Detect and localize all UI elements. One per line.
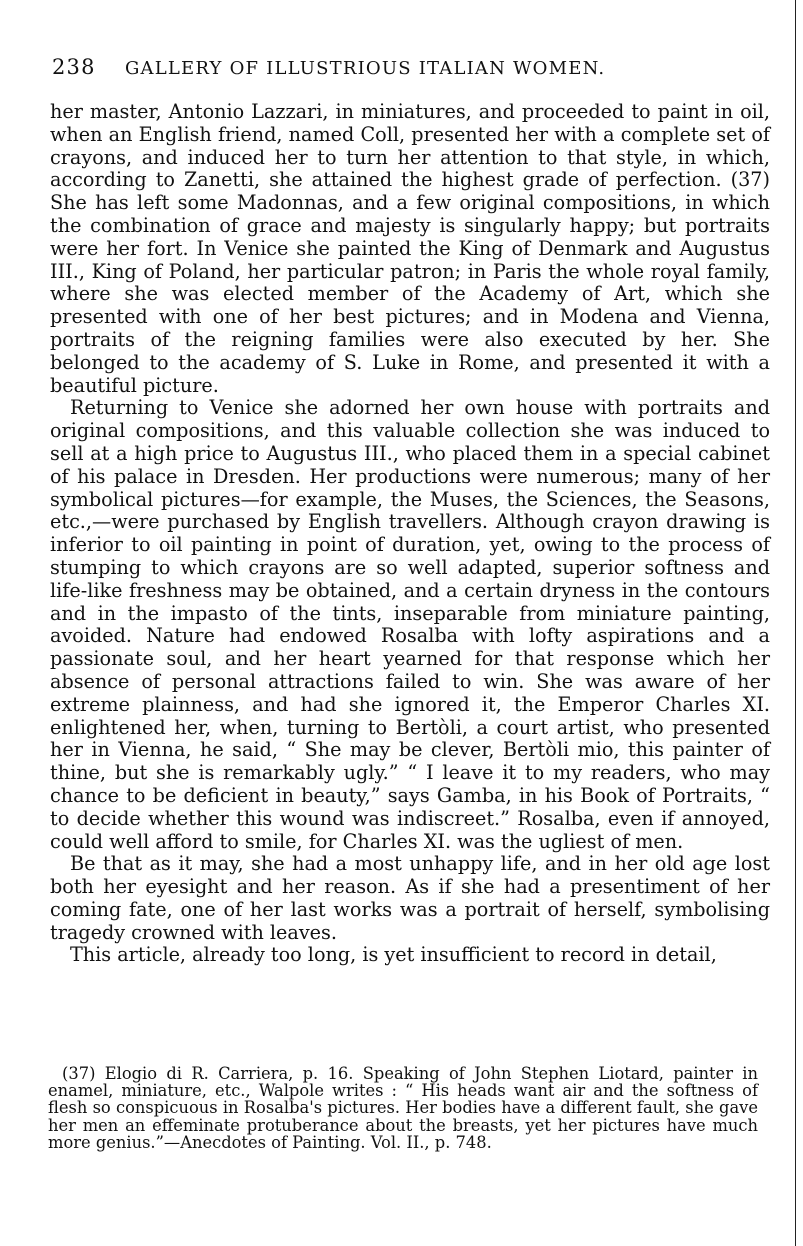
running-title: GALLERY OF ILLUSTRIOUS ITALIAN WOMEN.	[124, 58, 606, 79]
paragraph: her master, Antonio Lazzari, in miniatures, and proceeded to paint in oil, when an English friend, named Coll, presented her with a complete set of crayons, and induced her to turn her attention to that style, in which, according to Zanetti, she attained the highest grade of perfection. (37) She has left some Madonnas, and a few original compositions, in which the combination of grace and majesty is singularly happy; but portraits were her fort. In Venice she painted the King of Denmark and Augustus III., King of Poland, her particular patron; in Paris the whole royal family, where she was elected member of the Academy of Art, which she presented with one of her best pictures; and in Modena and Vienna, portraits of the reigning families were also executed by her. She belonged to the academy of S. Luke in Rome, and presented it with a beautiful picture.	[50, 100, 770, 397]
paragraph: Be that as it may, she had a most unhappy life, and in her old age lost both her eyesight and her reason. As if she had a presentiment of her coming fate, one of her last works was a portrait of herself, symbolising tragedy crowned with leaves.	[50, 852, 770, 944]
running-header	[52, 55, 692, 79]
footnote-text: (37) Elogio di R. Carriera, p. 16. Speaking of John Stephen Liotard, painter in enamel, miniature, etc., Walpole writes : “ His heads want air and the softness of flesh so conspicuous in Rosalba's pictures. Her bodies have a different fault, she gave her men an effeminate protuberance about the breasts, yet her pictures have much more genius.”—Anecdotes of Painting. Vol. II., p. 748.	[48, 1064, 758, 1152]
page-number: 238	[52, 55, 96, 79]
paragraph: Returning to Venice she adorned her own house with portraits and original compositions, and this valuable collection she was induced to sell at a high price to Augustus III., who placed them in a special cabinet of his palace in Dresden. Her productions were numerous; many of her symbolical pictures—for example, the Muses, the Sciences, the Seasons, etc.,—were purchased by English travellers. Although crayon drawing is inferior to oil painting in point of duration, yet, owing to the process of stumping to which crayons are so well adapted, superior softness and life-like freshness may be obtained, and a certain dryness in the contours and in the impasto of the tints, inseparable from miniature painting, avoided. Nature had endowed Rosalba with lofty aspirations and a passionate soul, and her heart yearned for that response which her absence of personal attractions failed to win. She was aware of her extreme plainness, and had she ignored it, the Emperor Charles XI. enlightened her, when, turning to Bertòli, a court artist, who presented her in Vienna, he said, “ She may be clever, Bertòli mio, this painter of thine, but she is remarkably ugly.” “ I leave it to my readers, who may chance to be deficient in beauty,” says Gamba, in his Book of Portraits, “ to decide whether this wound was indiscreet.” Rosalba, even if annoyed, could well afford to smile, for Charles XI. was the ugliest of men.	[50, 396, 770, 853]
footnote	[48, 1065, 758, 1151]
body-text	[50, 101, 770, 967]
paragraph: This article, already too long, is yet insufficient to record in detail,	[70, 943, 717, 967]
page-edge-rule	[795, 0, 796, 1246]
